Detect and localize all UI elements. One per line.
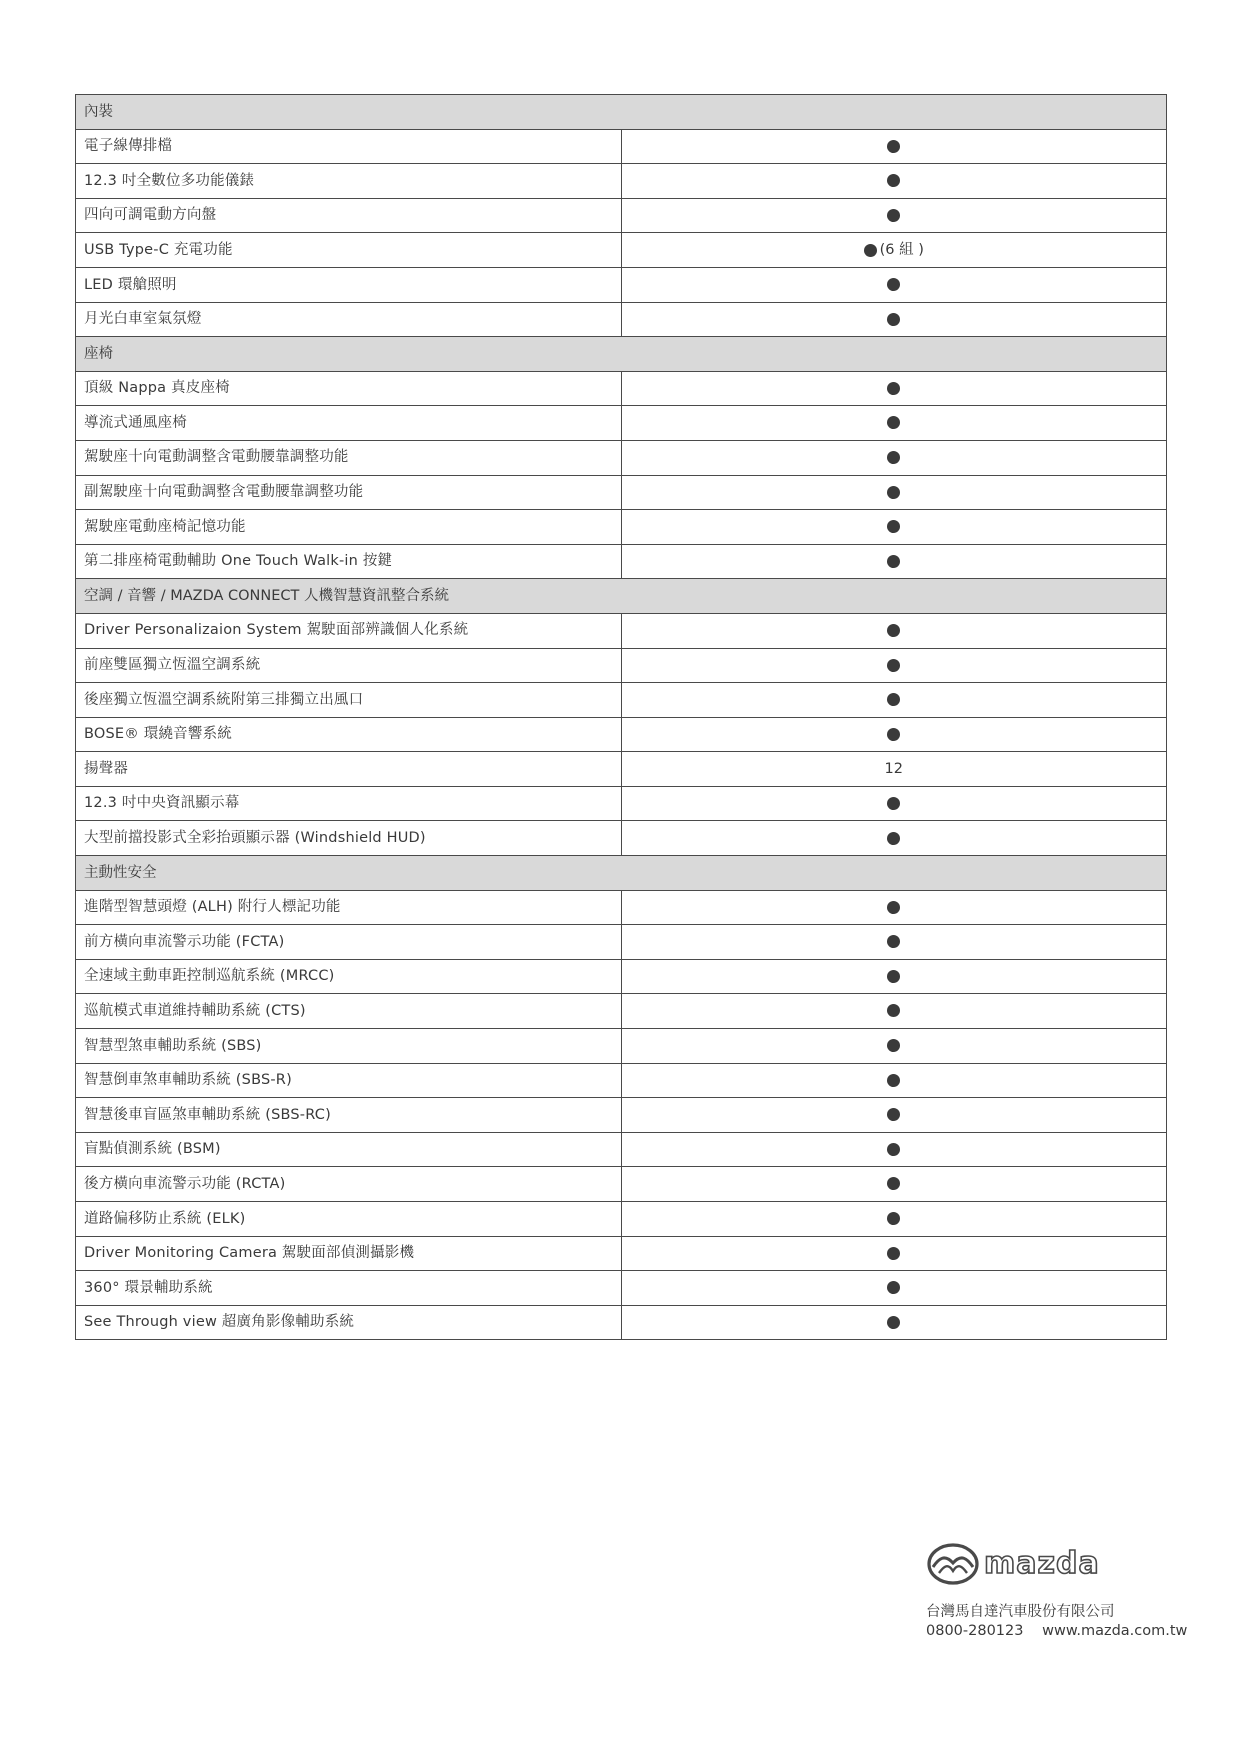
filled-dot-icon bbox=[887, 140, 900, 153]
company-name: 台灣馬自達汽車股份有限公司 bbox=[926, 1604, 1115, 1620]
feature-label: Driver Personalizaion System 駕駛面部辨識個人化系統 bbox=[76, 613, 622, 648]
filled-dot-icon bbox=[887, 624, 900, 637]
feature-label: 頂級 Nappa 真皮座椅 bbox=[76, 371, 622, 406]
feature-value bbox=[621, 544, 1167, 579]
feature-label: 四向可調電動方向盤 bbox=[76, 198, 622, 233]
feature-value bbox=[621, 440, 1167, 475]
table-row bbox=[76, 1202, 1167, 1237]
feature-label: 導流式通風座椅 bbox=[76, 406, 622, 441]
feature-value bbox=[621, 821, 1167, 856]
feature-label: 智慧型煞車輔助系統 (SBS) bbox=[76, 1029, 622, 1064]
feature-label: 前方橫向車流警示功能 (FCTA) bbox=[76, 925, 622, 960]
feature-label: 後座獨立恆溫空調系統附第三排獨立出風口 bbox=[76, 683, 622, 718]
feature-value bbox=[621, 959, 1167, 994]
table-row bbox=[76, 198, 1167, 233]
table-row bbox=[76, 371, 1167, 406]
feature-value bbox=[621, 925, 1167, 960]
value-note: (6 組 ) bbox=[879, 241, 924, 258]
table-row bbox=[76, 1029, 1167, 1064]
filled-dot-icon bbox=[887, 520, 900, 533]
filled-dot-icon bbox=[887, 174, 900, 187]
table-row bbox=[76, 510, 1167, 545]
feature-value bbox=[621, 994, 1167, 1029]
table-row bbox=[76, 233, 1167, 268]
feature-value bbox=[621, 129, 1167, 164]
filled-dot-icon bbox=[887, 1247, 900, 1260]
feature-label: 駕駛座十向電動調整含電動腰靠調整功能 bbox=[76, 440, 622, 475]
feature-label: See Through view 超廣角影像輔助系統 bbox=[76, 1305, 622, 1340]
table-row bbox=[76, 1167, 1167, 1202]
feature-value bbox=[621, 717, 1167, 752]
filled-dot-icon bbox=[887, 1108, 900, 1121]
feature-label: 進階型智慧頭燈 (ALH) 附行人標記功能 bbox=[76, 890, 622, 925]
table-row bbox=[76, 164, 1167, 199]
feature-label: 全速域主動車距控制巡航系統 (MRCC) bbox=[76, 959, 622, 994]
feature-label: 電子線傳排檔 bbox=[76, 129, 622, 164]
filled-dot-icon bbox=[887, 970, 900, 983]
footer bbox=[926, 1540, 1188, 1639]
feature-value bbox=[621, 302, 1167, 337]
phone-number: 0800-280123 bbox=[926, 1623, 1024, 1639]
feature-value bbox=[621, 1098, 1167, 1133]
filled-dot-icon bbox=[887, 935, 900, 948]
section-header-row bbox=[76, 337, 1167, 372]
filled-dot-icon bbox=[887, 1039, 900, 1052]
feature-label: 駕駛座電動座椅記憶功能 bbox=[76, 510, 622, 545]
feature-value bbox=[621, 198, 1167, 233]
feature-label: 智慧倒車煞車輔助系統 (SBS-R) bbox=[76, 1063, 622, 1098]
value-text: 12 bbox=[884, 760, 903, 777]
feature-label: LED 環艙照明 bbox=[76, 267, 622, 302]
table-row bbox=[76, 1305, 1167, 1340]
feature-value bbox=[621, 1236, 1167, 1271]
filled-dot-icon bbox=[887, 313, 900, 326]
table-row bbox=[76, 752, 1167, 787]
feature-label: 12.3 吋中央資訊顯示幕 bbox=[76, 786, 622, 821]
feature-label: 前座雙區獨立恆溫空調系統 bbox=[76, 648, 622, 683]
section-title: 空調 / 音響 / MAZDA CONNECT 人機智慧資訊整合系統 bbox=[76, 579, 1167, 614]
filled-dot-icon bbox=[887, 1004, 900, 1017]
feature-label: 第二排座椅電動輔助 One Touch Walk-in 按鍵 bbox=[76, 544, 622, 579]
feature-value bbox=[621, 1202, 1167, 1237]
table-row bbox=[76, 821, 1167, 856]
feature-value bbox=[621, 1029, 1167, 1064]
feature-label: 月光白車室氣氛燈 bbox=[76, 302, 622, 337]
table-row bbox=[76, 440, 1167, 475]
feature-label: USB Type-C 充電功能 bbox=[76, 233, 622, 268]
feature-value bbox=[621, 233, 1167, 268]
table-row bbox=[76, 475, 1167, 510]
table-row bbox=[76, 648, 1167, 683]
feature-value bbox=[621, 683, 1167, 718]
table-row bbox=[76, 786, 1167, 821]
mazda-logo bbox=[926, 1540, 1176, 1588]
feature-label: 巡航模式車道維持輔助系統 (CTS) bbox=[76, 994, 622, 1029]
feature-value bbox=[621, 1167, 1167, 1202]
filled-dot-icon bbox=[887, 693, 900, 706]
feature-label: 副駕駛座十向電動調整含電動腰靠調整功能 bbox=[76, 475, 622, 510]
table-row bbox=[76, 994, 1167, 1029]
feature-label: 盲點偵測系統 (BSM) bbox=[76, 1132, 622, 1167]
contact-line bbox=[926, 1623, 1188, 1639]
feature-value bbox=[621, 406, 1167, 441]
feature-value bbox=[621, 752, 1167, 787]
table-row bbox=[76, 1271, 1167, 1306]
feature-label: 道路偏移防止系統 (ELK) bbox=[76, 1202, 622, 1237]
filled-dot-icon bbox=[887, 1316, 900, 1329]
feature-label: 12.3 吋全數位多功能儀錶 bbox=[76, 164, 622, 199]
mazda-emblem-icon bbox=[926, 1540, 1126, 1588]
section-title: 座椅 bbox=[76, 337, 1167, 372]
section-header-row bbox=[76, 579, 1167, 614]
table-row bbox=[76, 613, 1167, 648]
filled-dot-icon bbox=[887, 486, 900, 499]
table-row bbox=[76, 267, 1167, 302]
filled-dot-icon bbox=[887, 659, 900, 672]
section-header-row bbox=[76, 856, 1167, 891]
table-row bbox=[76, 129, 1167, 164]
feature-value bbox=[621, 371, 1167, 406]
feature-label: 360° 環景輔助系統 bbox=[76, 1271, 622, 1306]
filled-dot-icon bbox=[864, 244, 877, 257]
feature-value bbox=[621, 890, 1167, 925]
feature-value bbox=[621, 510, 1167, 545]
feature-value bbox=[621, 1063, 1167, 1098]
feature-value bbox=[621, 786, 1167, 821]
logo-wordmark: mazda bbox=[984, 1546, 1100, 1581]
filled-dot-icon bbox=[887, 209, 900, 222]
filled-dot-icon bbox=[887, 278, 900, 291]
feature-label: Driver Monitoring Camera 駕駛面部偵測攝影機 bbox=[76, 1236, 622, 1271]
table-row bbox=[76, 302, 1167, 337]
filled-dot-icon bbox=[887, 416, 900, 429]
filled-dot-icon bbox=[887, 555, 900, 568]
table-row bbox=[76, 890, 1167, 925]
table-row bbox=[76, 683, 1167, 718]
spec-table-body bbox=[76, 95, 1167, 1340]
table-row bbox=[76, 1132, 1167, 1167]
filled-dot-icon bbox=[887, 1143, 900, 1156]
filled-dot-icon bbox=[887, 832, 900, 845]
feature-label: 智慧後車盲區煞車輔助系統 (SBS-RC) bbox=[76, 1098, 622, 1133]
filled-dot-icon bbox=[887, 797, 900, 810]
filled-dot-icon bbox=[887, 451, 900, 464]
table-row bbox=[76, 544, 1167, 579]
table-row bbox=[76, 1098, 1167, 1133]
table-row bbox=[76, 925, 1167, 960]
spec-table bbox=[75, 94, 1167, 1340]
filled-dot-icon bbox=[887, 1212, 900, 1225]
feature-value bbox=[621, 1305, 1167, 1340]
feature-value bbox=[621, 613, 1167, 648]
table-row bbox=[76, 1063, 1167, 1098]
feature-value bbox=[621, 267, 1167, 302]
table-row bbox=[76, 406, 1167, 441]
section-title: 內裝 bbox=[76, 95, 1167, 130]
table-row bbox=[76, 959, 1167, 994]
website-link[interactable]: www.mazda.com.tw bbox=[1042, 1623, 1188, 1639]
filled-dot-icon bbox=[887, 1177, 900, 1190]
feature-label: 大型前擋投影式全彩抬頭顯示器 (Windshield HUD) bbox=[76, 821, 622, 856]
table-row bbox=[76, 1236, 1167, 1271]
section-title: 主動性安全 bbox=[76, 856, 1167, 891]
feature-value bbox=[621, 1271, 1167, 1306]
filled-dot-icon bbox=[887, 382, 900, 395]
feature-label: 後方橫向車流警示功能 (RCTA) bbox=[76, 1167, 622, 1202]
filled-dot-icon bbox=[887, 1074, 900, 1087]
feature-value bbox=[621, 164, 1167, 199]
filled-dot-icon bbox=[887, 728, 900, 741]
filled-dot-icon bbox=[887, 1281, 900, 1294]
feature-value bbox=[621, 1132, 1167, 1167]
feature-value bbox=[621, 475, 1167, 510]
feature-value bbox=[621, 648, 1167, 683]
filled-dot-icon bbox=[887, 901, 900, 914]
section-header-row bbox=[76, 95, 1167, 130]
feature-label: BOSE® 環繞音響系統 bbox=[76, 717, 622, 752]
feature-label: 揚聲器 bbox=[76, 752, 622, 787]
table-row bbox=[76, 717, 1167, 752]
